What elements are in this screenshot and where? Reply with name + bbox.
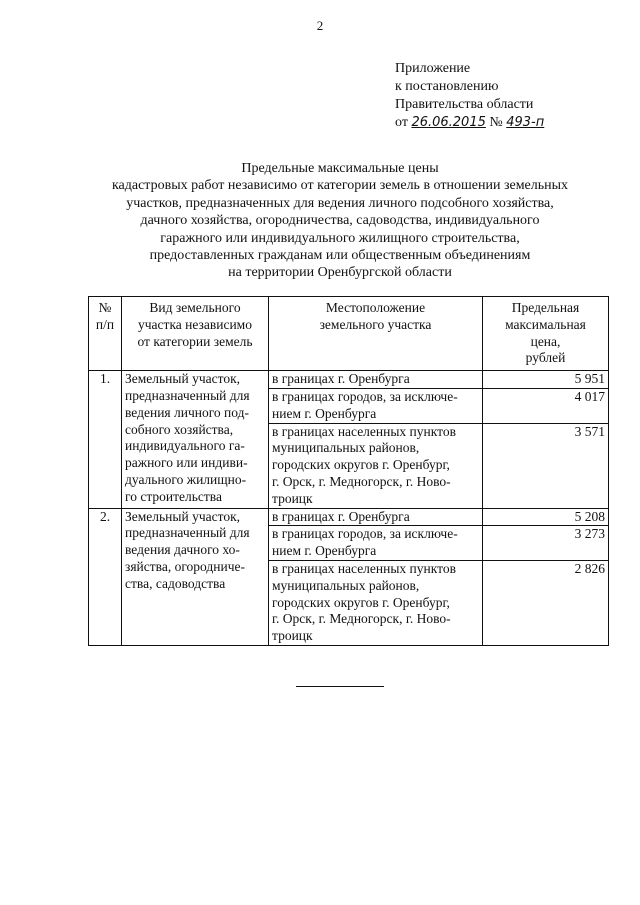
table-row bbox=[89, 371, 609, 389]
kind-line: Земельный участок, bbox=[125, 508, 241, 524]
kind-line: го строительства bbox=[125, 488, 222, 504]
location-line: троицк bbox=[272, 628, 313, 644]
header-text: от категории земель bbox=[137, 333, 253, 349]
row-number: 1. bbox=[89, 371, 122, 508]
price-cell: 2 826 bbox=[483, 560, 609, 645]
kind-line: индивидуального га- bbox=[125, 438, 245, 454]
closing-separator-line bbox=[296, 686, 384, 687]
appendix-block bbox=[395, 60, 544, 132]
title-line: дачного хозяйства, огородничества, садоводства, индивидуального bbox=[140, 213, 540, 229]
header-text: Предельная bbox=[511, 300, 580, 315]
location-cell bbox=[269, 526, 483, 561]
kind-line: ведения дачного хо- bbox=[125, 542, 240, 558]
header-text: № bbox=[98, 300, 112, 315]
location-line: в границах населенных пунктов bbox=[272, 423, 456, 439]
location-cell bbox=[269, 388, 483, 423]
location-line: нием г. Оренбурга bbox=[272, 405, 377, 421]
price-table bbox=[88, 296, 609, 646]
kind-line: ведения личного под- bbox=[125, 404, 250, 420]
kind-line: собного хозяйства, bbox=[125, 421, 234, 437]
location-cell bbox=[269, 508, 483, 526]
appendix-line: к постановлению bbox=[395, 79, 499, 94]
header-text: Местоположение bbox=[325, 300, 426, 315]
header-text: цена, bbox=[530, 333, 561, 349]
location-line: в границах населенных пунктов bbox=[272, 560, 456, 576]
title-line: на территории Оренбургской области bbox=[228, 265, 452, 281]
location-cell bbox=[269, 423, 483, 508]
location-line: нием г. Оренбурга bbox=[272, 543, 377, 559]
price-cell: 5 208 bbox=[483, 508, 609, 526]
location-line: городских округов г. Оренбург, bbox=[272, 594, 450, 610]
header-kind bbox=[122, 297, 269, 371]
price-cell: 3 571 bbox=[483, 423, 609, 508]
title-line: гаражного или индивидуального жилищного строительства, bbox=[160, 230, 520, 246]
page-number: 2 bbox=[316, 18, 324, 33]
row-kind bbox=[122, 508, 269, 645]
price-cell: 4 017 bbox=[483, 388, 609, 423]
handwritten-number: 493-п bbox=[506, 115, 545, 130]
location-line: городских округов г. Оренбург, bbox=[272, 457, 450, 473]
header-text: земельного участка bbox=[319, 316, 432, 332]
kind-line: ства, садоводства bbox=[125, 575, 226, 591]
appendix-date-line bbox=[395, 114, 544, 132]
header-text: рублей bbox=[525, 350, 566, 366]
location-line: муниципальных районов, bbox=[272, 577, 420, 593]
header-text: п/п bbox=[95, 316, 115, 332]
appendix-line: Правительства области bbox=[395, 97, 534, 112]
header-num bbox=[89, 297, 122, 371]
title-line: предоставленных гражданам или общественным объединениям bbox=[149, 248, 531, 264]
location-line: в границах городов, за исключе- bbox=[272, 526, 458, 542]
appendix-line: Приложение bbox=[395, 61, 471, 76]
kind-line: зяйства, огородниче- bbox=[125, 558, 246, 574]
handwritten-date: 26.06.2015 bbox=[411, 115, 486, 130]
location-line: троицк bbox=[272, 490, 313, 506]
header-text: участка независимо bbox=[138, 316, 252, 332]
title-line: Предельные максимальные цены bbox=[241, 161, 439, 176]
table-row bbox=[89, 508, 609, 526]
location-line: г. Орск, г. Медногорск, г. Ново- bbox=[272, 473, 451, 489]
header-text: Вид земельного bbox=[149, 300, 241, 315]
location-cell bbox=[269, 560, 483, 645]
location-line: в границах г. Оренбурга bbox=[272, 508, 410, 524]
title-line: кадастровых работ независимо от категории земель в отношении земельных bbox=[111, 178, 569, 194]
number-prefix: № bbox=[489, 115, 503, 130]
location-line: в границах городов, за исключе- bbox=[272, 388, 458, 404]
location-line: в границах г. Оренбурга bbox=[272, 371, 410, 387]
header-text: максимальная bbox=[505, 316, 586, 332]
header-location bbox=[269, 297, 483, 371]
row-kind bbox=[122, 371, 269, 508]
kind-line: ражного или индиви- bbox=[125, 455, 248, 471]
kind-line: предназначенный для bbox=[125, 525, 250, 541]
table-header-row bbox=[89, 297, 609, 371]
price-cell: 3 273 bbox=[483, 526, 609, 561]
kind-line: Земельный участок, bbox=[125, 371, 241, 387]
location-line: г. Орск, г. Медногорск, г. Ново- bbox=[272, 611, 451, 627]
date-prefix: от bbox=[395, 115, 408, 130]
row-number: 2. bbox=[89, 508, 122, 645]
document-title bbox=[40, 160, 640, 282]
kind-line: предназначенный для bbox=[125, 387, 250, 403]
title-line: участков, предназначенных для ведения личного подсобного хозяйства, bbox=[126, 195, 554, 211]
price-cell: 5 951 bbox=[483, 371, 609, 389]
header-price bbox=[483, 297, 609, 371]
location-line: муниципальных районов, bbox=[272, 440, 420, 456]
location-cell bbox=[269, 371, 483, 389]
kind-line: дуального жилищно- bbox=[125, 471, 247, 487]
